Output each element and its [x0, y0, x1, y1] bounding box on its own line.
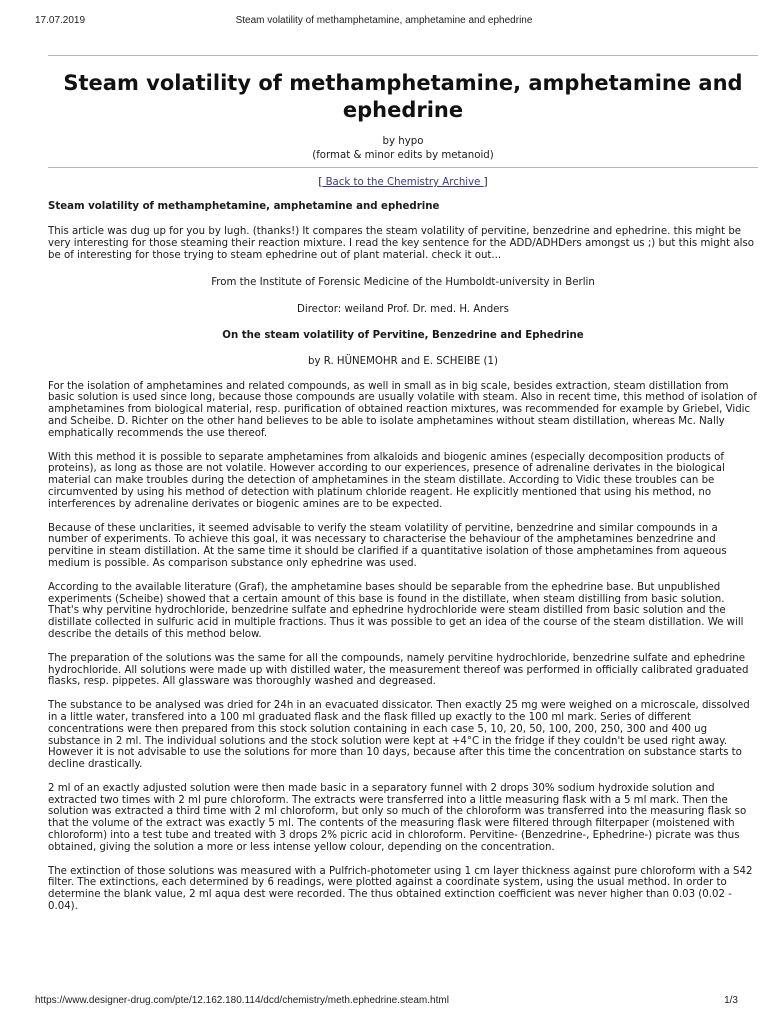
print-footer [0, 995, 768, 1009]
back-to-archive-link[interactable]: Back to the Chemistry Archive [322, 177, 484, 188]
section-heading: Steam volatility of methamphetamine, amphetamine and ephedrine [48, 201, 440, 212]
document-body [48, 55, 758, 913]
director-line: Director: weiland Prof. Dr. med. H. Anders [297, 304, 509, 316]
article-title: On the steam volatility of Pervitine, Benzedrine and Ephedrine [222, 329, 584, 341]
body-paragraph: 2 ml of an exactly adjusted solution were then made basic in a separatory funnel with 2 drops 30% sodium hydroxide solution and extracted two times with 2 ml pure chloroform. The extracts were transferred into a little measuring flask with a 5 ml mark. Then the solution was extracted a third time with 2 ml chloroform, but only so much of the chloroform was transferred into the measuring flask so that the volume of the extract was exactly 5 ml. The contents of the measuring flask were filtered through filterpaper (moistened with chloroform) into a test tube and treated with 3 drops 2% picric acid in chloroform. Pervitine- (Benzedrine-, Ephedrine-) picrate was thus obtained, giving the solution a more or less intense yellow colour, depending on the concentration. [48, 782, 747, 853]
body-paragraph: According to the available literature (Graf), the amphetamine bases should be separable from the ephedrine base. But unpublished experiments (Scheibe) showed that a certain amount of this base is found in the distillate, when steam distilling from basic solution. That's why pervitine hydrochloride, benzedrine sulfate and ephedrine hydrochloride were steam distilled from basic solution and the distillate collected in sulfuric acid in multiple fractions. Thus it was possible to get an idea of the course of the steam distillation. We will describe the details of this method below. [48, 581, 744, 640]
nav-bracket-close: ] [483, 177, 488, 188]
print-page-title: Steam volatility of methamphetamine, amphetamine and ephedrine [235, 15, 533, 26]
body-paragraph: The extinction of those solutions was measured with a Pulfrich-photometer using 1 cm layer thickness against pure chloroform with a S42 filter. The extinctions, each determined by 6 readings, were plotted against a coordinate system, using the usual method. In order to determine the blank value, 2 ml aqua dest were recorded. The thus obtained extinction coefficient was never higher than 0.03 (0.02 - 0.04). [48, 865, 753, 913]
byline-block [48, 135, 758, 163]
print-header [0, 15, 768, 29]
archive-nav [48, 176, 758, 190]
print-date: 17.07.2019 [35, 15, 86, 26]
document-title: Steam volatility of methamphetamine, amphetamine and ephedrine [63, 71, 743, 122]
body-paragraph: The preparation of the solutions was the same for all the compounds, namely pervitine hydrochloride, benzedrine sulfate and ephedrine hydrochloride. All solutions were made up with distilled water, the measurement thereof was performed in officially calibrated graduated flasks, resp. pippetes. All glassware was thoroughly washed and degreased. [48, 652, 749, 688]
body-paragraph: For the isolation of amphetamines and related compounds, as well in small as in big scale, besides extraction, steam distillation from basic solution is used since long, because those compounds are usually volatile with steam. Also in recent time, this method of isolation of amphetamines from biological material, resp. purification of obtained reaction mixtures, was recommended for example by Griebel, Vidic and Scheibe. D. Richter on the other hand believes to be able to isolate amphetamines without steam distillation, whereas Mc. Nally emphatically recommends the use thereof. [48, 380, 757, 439]
intro-paragraph: This article was dug up for you by lugh. (thanks!) It compares the steam volatility of pervitine, benzedrine and ephedrine. this might be very interesting for those steaming their reaction mixture. I read the key sentence for the ADD/ADHDers amongst us ;) but this might also be of interesting for those trying to steam ephedrine out of plant material. check it out... [48, 226, 754, 261]
article-authors: by R. HÜNEMOHR and E. SCHEIBE (1) [308, 355, 498, 367]
page-number: 1/3 [724, 995, 738, 1006]
body-paragraph: Because of these unclarities, it seemed advisable to verify the steam volatility of pervitine, benzedrine and similar compounds in a number of experiments. To achieve this goal, it was necessary to characterise the behaviour of the amphetamines benzedrine and pervitine in steam distillation. At the same time it should be clarified if a quantitative isolation of those amphetamines from aqueous medium is possible. As comparison substance only ephedrine was used. [48, 522, 727, 569]
top-divider [48, 55, 758, 56]
author-line: by hypo [382, 136, 424, 147]
institute-line: From the Institute of Forensic Medicine of the Humboldt-university in Berlin [211, 277, 595, 289]
byline-divider [48, 167, 758, 168]
print-url: https://www.designer-drug.com/pte/12.162.180.114/dcd/chemistry/meth.ephedrine.steam.html [35, 995, 449, 1006]
nav-bracket-open: [ [318, 177, 323, 188]
body-paragraph: The substance to be analysed was dried for 24h in an evacuated dissicator. Then exactly 25 mg were weighed on a microscale, dissolved in a little water, transfered into a 100 ml graduated flask and the flask filled up exactly to the 100 ml mark. Series of different concentrations were then prepared from this stock solution containing in each case 5, 10, 20, 50, 100, 200, 250, 300 and 400 ug substance in 2 ml. The individual solutions and the stock solution were kept at +4°C in the fridge if they couldn't be used right away. However it is not advisable to use the solutions for more than 10 days, because after this time the concentration on substance starts to decline drastically. [48, 700, 750, 771]
edits-line: (format & minor edits by metanoid) [312, 150, 494, 161]
body-paragraph: With this method it is possible to separate amphetamines from alkaloids and biogenic amines (especially decomposition products of proteins), as long as those are not volatile. However according to our experiences, presence of adrenaline derivates in the biological material can make troubles during the detection of amphetamines in the steam distillate. According to Vidic these troubles can be circumvented by using his method of detection with platinum chloride reagent. He explicitly mentioned that using his method, no interferences by adrenaline derivates or biogenic amines are to be expected. [48, 451, 725, 510]
